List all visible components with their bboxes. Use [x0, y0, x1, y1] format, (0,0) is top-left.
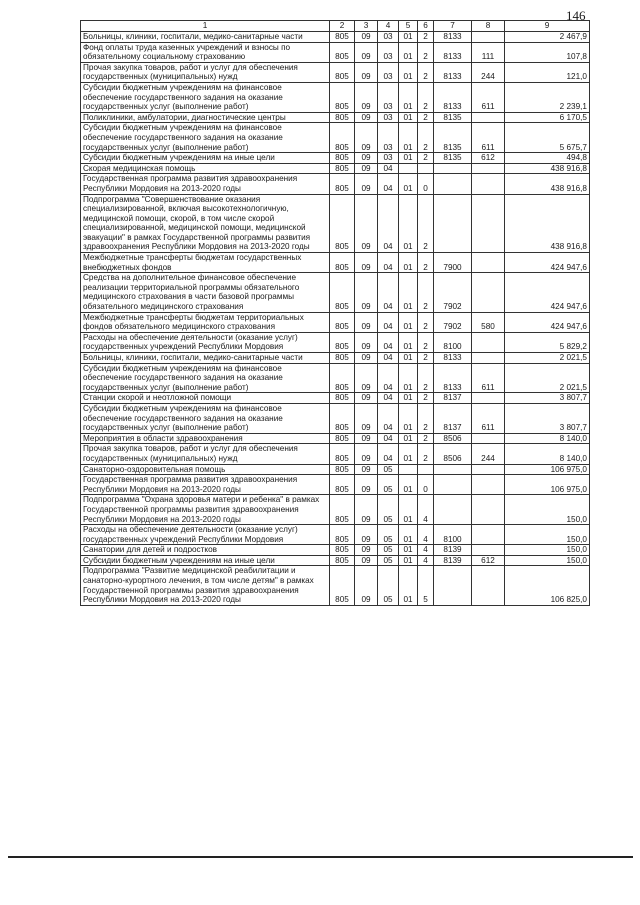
row-amount: 424 947,6 — [505, 273, 590, 312]
table-row — [81, 153, 590, 164]
row-name: Расходы на обеспечение деятельности (оказание услуг) государственных учреждений Республики Мордовия — [81, 332, 330, 352]
row-p2: 0 — [418, 174, 434, 194]
row-ved: 805 — [330, 433, 355, 444]
row-ved: 805 — [330, 62, 355, 82]
row-vr — [472, 253, 505, 273]
row-vr — [472, 566, 505, 605]
row-ved: 805 — [330, 444, 355, 464]
row-pr: 04 — [378, 433, 399, 444]
row-cs: 8506 — [434, 433, 472, 444]
row-ved: 805 — [330, 566, 355, 605]
row-ved: 805 — [330, 32, 355, 43]
row-pr: 04 — [378, 332, 399, 352]
row-p1: 01 — [399, 525, 418, 545]
table-row — [81, 525, 590, 545]
row-name: Фонд оплаты труда казенных учреждений и взносы по обязательному социальному страхованию — [81, 42, 330, 62]
row-amount: 107,8 — [505, 42, 590, 62]
row-vr — [472, 163, 505, 174]
row-name: Субсидии бюджетным учреждениям на иные цели — [81, 555, 330, 566]
row-vr: 244 — [472, 444, 505, 464]
row-amount: 106 825,0 — [505, 566, 590, 605]
row-p2: 2 — [418, 112, 434, 123]
budget-table — [80, 20, 590, 606]
row-name: Прочая закупка товаров, работ и услуг для обеспечения государственных (муниципальных) нужд — [81, 62, 330, 82]
row-ved: 805 — [330, 42, 355, 62]
row-ved: 805 — [330, 495, 355, 525]
row-name: Санатории для детей и подростков — [81, 545, 330, 556]
row-vr: 244 — [472, 62, 505, 82]
row-ved: 805 — [330, 273, 355, 312]
table-row — [81, 545, 590, 556]
row-name: Расходы на обеспечение деятельности (оказание услуг) государственных учреждений Республики Мордовия — [81, 525, 330, 545]
row-rz: 09 — [355, 566, 378, 605]
row-vr — [472, 464, 505, 475]
row-pr: 05 — [378, 525, 399, 545]
row-pr: 04 — [378, 174, 399, 194]
row-rz: 09 — [355, 112, 378, 123]
row-cs: 8100 — [434, 525, 472, 545]
table-row — [81, 566, 590, 605]
row-p2: 4 — [418, 525, 434, 545]
row-pr: 03 — [378, 62, 399, 82]
row-cs: 8139 — [434, 545, 472, 556]
row-p2: 2 — [418, 194, 434, 253]
row-cs: 8135 — [434, 112, 472, 123]
row-pr: 03 — [378, 42, 399, 62]
row-pr: 03 — [378, 32, 399, 43]
row-amount: 494,8 — [505, 153, 590, 164]
row-ved: 805 — [330, 393, 355, 404]
row-amount: 424 947,6 — [505, 312, 590, 332]
row-p1: 01 — [399, 42, 418, 62]
row-cs: 8133 — [434, 82, 472, 112]
table-body — [81, 32, 590, 606]
row-cs — [434, 566, 472, 605]
row-vr — [472, 525, 505, 545]
row-rz: 09 — [355, 393, 378, 404]
row-p2: 4 — [418, 545, 434, 556]
row-cs: 7902 — [434, 273, 472, 312]
table-row — [81, 62, 590, 82]
row-p1: 01 — [399, 433, 418, 444]
row-p2: 2 — [418, 32, 434, 43]
column-header: 3 — [355, 21, 378, 32]
row-vr — [472, 194, 505, 253]
row-name: Межбюджетные трансферты бюджетам территориальных фондов обязательного медицинского страхования — [81, 312, 330, 332]
row-p1: 01 — [399, 495, 418, 525]
row-p2: 2 — [418, 403, 434, 433]
row-amount: 106 975,0 — [505, 464, 590, 475]
row-name: Скорая медицинская помощь — [81, 163, 330, 174]
row-p1: 01 — [399, 253, 418, 273]
row-vr — [472, 495, 505, 525]
row-p2: 2 — [418, 433, 434, 444]
row-cs: 7900 — [434, 253, 472, 273]
table-row — [81, 433, 590, 444]
row-amount: 2 021,5 — [505, 363, 590, 393]
row-vr — [472, 273, 505, 312]
row-name: Санаторно-оздоровительная помощь — [81, 464, 330, 475]
row-rz: 09 — [355, 194, 378, 253]
row-name: Подпрограмма "Развитие медицинской реабилитации и санаторно-курортного лечения, в том числе детям" в рамках Государственной программы развития здравоохранения Республики Мордовия на 2013-2020 годы — [81, 566, 330, 605]
row-p1: 01 — [399, 332, 418, 352]
table-row — [81, 475, 590, 495]
table-row — [81, 253, 590, 273]
row-p1 — [399, 464, 418, 475]
row-p2: 4 — [418, 555, 434, 566]
row-rz: 09 — [355, 444, 378, 464]
row-rz: 09 — [355, 555, 378, 566]
row-p2: 2 — [418, 62, 434, 82]
row-p1: 01 — [399, 312, 418, 332]
row-amount: 150,0 — [505, 525, 590, 545]
row-amount: 424 947,6 — [505, 253, 590, 273]
row-cs: 8133 — [434, 353, 472, 364]
row-rz: 09 — [355, 273, 378, 312]
row-rz: 09 — [355, 62, 378, 82]
row-rz: 09 — [355, 174, 378, 194]
table-row — [81, 194, 590, 253]
row-vr — [472, 353, 505, 364]
row-amount: 150,0 — [505, 495, 590, 525]
row-pr: 05 — [378, 464, 399, 475]
row-p1 — [399, 163, 418, 174]
row-rz: 09 — [355, 545, 378, 556]
row-pr: 04 — [378, 312, 399, 332]
row-p2: 2 — [418, 82, 434, 112]
row-ved: 805 — [330, 123, 355, 153]
row-p2: 2 — [418, 393, 434, 404]
row-p1: 01 — [399, 444, 418, 464]
table-row — [81, 174, 590, 194]
row-rz: 09 — [355, 312, 378, 332]
row-pr: 04 — [378, 403, 399, 433]
row-p1: 01 — [399, 545, 418, 556]
row-ved: 805 — [330, 555, 355, 566]
row-ved: 805 — [330, 525, 355, 545]
bottom-divider — [8, 856, 633, 858]
row-name: Государственная программа развития здравоохранения Республики Мордовия на 2013-2020 годы — [81, 475, 330, 495]
row-rz: 09 — [355, 525, 378, 545]
row-pr: 04 — [378, 353, 399, 364]
row-pr: 04 — [378, 363, 399, 393]
row-vr — [472, 174, 505, 194]
table-row — [81, 82, 590, 112]
row-rz: 09 — [355, 32, 378, 43]
table-row — [81, 123, 590, 153]
row-p2: 2 — [418, 312, 434, 332]
table-row — [81, 332, 590, 352]
row-p1: 01 — [399, 112, 418, 123]
row-vr: 612 — [472, 153, 505, 164]
row-ved: 805 — [330, 363, 355, 393]
row-rz: 09 — [355, 332, 378, 352]
row-amount: 6 170,5 — [505, 112, 590, 123]
row-amount: 5 675,7 — [505, 123, 590, 153]
row-p2: 5 — [418, 566, 434, 605]
row-rz: 09 — [355, 42, 378, 62]
row-rz: 09 — [355, 353, 378, 364]
column-header: 8 — [472, 21, 505, 32]
row-vr: 111 — [472, 42, 505, 62]
row-name: Субсидии бюджетным учреждениям на иные цели — [81, 153, 330, 164]
row-pr: 03 — [378, 82, 399, 112]
row-ved: 805 — [330, 174, 355, 194]
row-name: Станции скорой и неотложной помощи — [81, 393, 330, 404]
row-p1: 01 — [399, 566, 418, 605]
table-row — [81, 555, 590, 566]
row-rz: 09 — [355, 403, 378, 433]
row-name: Государственная программа развития здравоохранения Республики Мордовия на 2013-2020 годы — [81, 174, 330, 194]
table-row — [81, 363, 590, 393]
row-p1: 01 — [399, 353, 418, 364]
row-name: Подпрограмма "Охрана здоровья матери и ребенка" в рамках Государственной программы развития здравоохранения Республики Мордовия на 2013-2020 годы — [81, 495, 330, 525]
row-p1: 01 — [399, 174, 418, 194]
row-pr: 05 — [378, 566, 399, 605]
row-cs: 7902 — [434, 312, 472, 332]
table-row — [81, 112, 590, 123]
row-ved: 805 — [330, 194, 355, 253]
row-cs: 8100 — [434, 332, 472, 352]
row-rz: 09 — [355, 163, 378, 174]
row-pr: 05 — [378, 545, 399, 556]
table-row — [81, 273, 590, 312]
row-rz: 09 — [355, 153, 378, 164]
table-row — [81, 495, 590, 525]
row-p2: 0 — [418, 475, 434, 495]
row-rz: 09 — [355, 464, 378, 475]
row-name: Субсидии бюджетным учреждениям на финансовое обеспечение государственного задания на оказание государственных услуг (выполнение работ) — [81, 82, 330, 112]
row-ved: 805 — [330, 403, 355, 433]
row-rz: 09 — [355, 123, 378, 153]
row-pr: 04 — [378, 163, 399, 174]
row-cs: 8506 — [434, 444, 472, 464]
row-amount: 2 239,1 — [505, 82, 590, 112]
row-rz: 09 — [355, 433, 378, 444]
row-cs: 8135 — [434, 153, 472, 164]
table-row — [81, 403, 590, 433]
row-amount: 150,0 — [505, 555, 590, 566]
column-number-header — [81, 21, 590, 32]
row-p2: 2 — [418, 153, 434, 164]
row-amount: 5 829,2 — [505, 332, 590, 352]
row-amount: 438 916,8 — [505, 194, 590, 253]
row-rz: 09 — [355, 363, 378, 393]
row-p2: 2 — [418, 273, 434, 312]
row-pr: 03 — [378, 153, 399, 164]
row-cs: 8137 — [434, 403, 472, 433]
row-ved: 805 — [330, 545, 355, 556]
row-name: Межбюджетные трансферты бюджетам государственных внебюджетных фондов — [81, 253, 330, 273]
row-vr: 612 — [472, 555, 505, 566]
row-vr — [472, 545, 505, 556]
row-rz: 09 — [355, 253, 378, 273]
row-vr — [472, 112, 505, 123]
row-p2: 2 — [418, 444, 434, 464]
row-amount: 2 467,9 — [505, 32, 590, 43]
page-number: 146 — [566, 8, 586, 23]
row-p1: 01 — [399, 273, 418, 312]
row-amount: 8 140,0 — [505, 433, 590, 444]
table-row — [81, 444, 590, 464]
row-p2 — [418, 163, 434, 174]
row-name: Средства на дополнительное финансовое обеспечение реализации территориальной программы обязательного медицинского страхования в части базовой программы обязательного медицинского страхования — [81, 273, 330, 312]
row-name: Больницы, клиники, госпитали, медико-санитарные части — [81, 32, 330, 43]
row-name: Мероприятия в области здравоохранения — [81, 433, 330, 444]
table-row — [81, 163, 590, 174]
row-ved: 805 — [330, 332, 355, 352]
table-row — [81, 32, 590, 43]
row-cs: 8137 — [434, 393, 472, 404]
row-pr: 04 — [378, 273, 399, 312]
column-header: 2 — [330, 21, 355, 32]
row-pr: 04 — [378, 194, 399, 253]
row-p2 — [418, 464, 434, 475]
row-ved: 805 — [330, 82, 355, 112]
row-p1: 01 — [399, 62, 418, 82]
row-p1: 01 — [399, 393, 418, 404]
row-rz: 09 — [355, 82, 378, 112]
row-cs — [434, 495, 472, 525]
row-amount: 150,0 — [505, 545, 590, 556]
row-vr — [472, 332, 505, 352]
table-row — [81, 393, 590, 404]
row-vr — [472, 475, 505, 495]
row-name: Прочая закупка товаров, работ и услуг для обеспечения государственных (муниципальных) нужд — [81, 444, 330, 464]
row-vr: 611 — [472, 403, 505, 433]
row-p1: 01 — [399, 123, 418, 153]
row-p1: 01 — [399, 363, 418, 393]
row-vr — [472, 32, 505, 43]
row-vr — [472, 393, 505, 404]
row-pr: 05 — [378, 495, 399, 525]
row-amount: 3 807,7 — [505, 403, 590, 433]
column-header: 1 — [81, 21, 330, 32]
row-p2: 2 — [418, 332, 434, 352]
row-name: Подпрограмма "Совершенствование оказания специализированной, включая высокотехнологичную, медицинской помощи, скорой, в том числе скорой специализированной, медицинской помощи, медицинской эвакуации" в рамках Государственной программы развития здравоохранения Республики Мордовия на 2013-2020 годы — [81, 194, 330, 253]
row-p2: 2 — [418, 353, 434, 364]
row-cs — [434, 475, 472, 495]
row-name: Субсидии бюджетным учреждениям на финансовое обеспечение государственного задания на оказание государственных услуг (выполнение работ) — [81, 123, 330, 153]
row-cs — [434, 464, 472, 475]
row-name: Субсидии бюджетным учреждениям на финансовое обеспечение государственного задания на оказание государственных услуг (выполнение работ) — [81, 363, 330, 393]
row-rz: 09 — [355, 475, 378, 495]
row-p1: 01 — [399, 82, 418, 112]
row-pr: 04 — [378, 444, 399, 464]
row-vr: 580 — [472, 312, 505, 332]
row-p1: 01 — [399, 32, 418, 43]
row-p1: 01 — [399, 153, 418, 164]
column-header: 6 — [418, 21, 434, 32]
row-vr — [472, 433, 505, 444]
row-ved: 805 — [330, 353, 355, 364]
row-pr: 03 — [378, 123, 399, 153]
row-cs: 8133 — [434, 363, 472, 393]
row-p2: 2 — [418, 123, 434, 153]
row-p1: 01 — [399, 475, 418, 495]
row-cs: 8135 — [434, 123, 472, 153]
row-rz: 09 — [355, 495, 378, 525]
table-row — [81, 42, 590, 62]
row-amount: 438 916,8 — [505, 163, 590, 174]
column-header: 5 — [399, 21, 418, 32]
row-vr: 611 — [472, 363, 505, 393]
row-ved: 805 — [330, 112, 355, 123]
column-header: 7 — [434, 21, 472, 32]
row-p1: 01 — [399, 555, 418, 566]
row-name: Больницы, клиники, госпитали, медико-санитарные части — [81, 353, 330, 364]
row-ved: 805 — [330, 464, 355, 475]
row-vr: 611 — [472, 123, 505, 153]
row-cs: 8133 — [434, 32, 472, 43]
row-cs — [434, 163, 472, 174]
row-cs: 8133 — [434, 42, 472, 62]
row-ved: 805 — [330, 312, 355, 332]
row-pr: 04 — [378, 253, 399, 273]
row-amount: 438 916,8 — [505, 174, 590, 194]
row-cs — [434, 194, 472, 253]
row-pr: 03 — [378, 112, 399, 123]
row-vr: 611 — [472, 82, 505, 112]
row-amount: 2 021,5 — [505, 353, 590, 364]
row-amount: 3 807,7 — [505, 393, 590, 404]
table-row — [81, 312, 590, 332]
row-ved: 805 — [330, 153, 355, 164]
row-cs: 8139 — [434, 555, 472, 566]
row-p1: 01 — [399, 194, 418, 253]
row-amount: 121,0 — [505, 62, 590, 82]
row-pr: 05 — [378, 555, 399, 566]
row-p2: 2 — [418, 363, 434, 393]
row-name: Поликлиники, амбулатории, диагностические центры — [81, 112, 330, 123]
row-ved: 805 — [330, 163, 355, 174]
column-header: 4 — [378, 21, 399, 32]
row-ved: 805 — [330, 475, 355, 495]
row-p1: 01 — [399, 403, 418, 433]
table-row — [81, 353, 590, 364]
row-amount: 106 975,0 — [505, 475, 590, 495]
row-p2: 4 — [418, 495, 434, 525]
table-row — [81, 464, 590, 475]
row-amount: 8 140,0 — [505, 444, 590, 464]
row-pr: 04 — [378, 393, 399, 404]
row-p2: 2 — [418, 42, 434, 62]
row-cs: 8133 — [434, 62, 472, 82]
row-name: Субсидии бюджетным учреждениям на финансовое обеспечение государственного задания на оказание государственных услуг (выполнение работ) — [81, 403, 330, 433]
row-p2: 2 — [418, 253, 434, 273]
row-cs — [434, 174, 472, 194]
column-header: 9 — [505, 21, 590, 32]
row-ved: 805 — [330, 253, 355, 273]
row-pr: 05 — [378, 475, 399, 495]
